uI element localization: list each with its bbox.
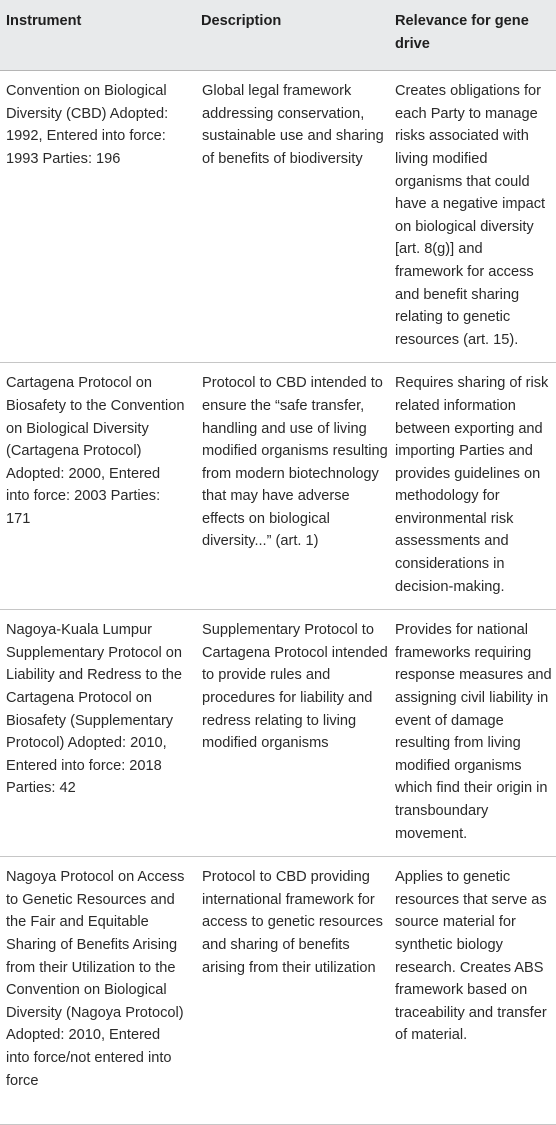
cell-description: Supplementary Protocol to Cartagena Protocol intended to provide rules and procedures for liability and redress relating to living modified organisms: [196, 610, 392, 857]
header-instrument: Instrument: [0, 0, 196, 71]
header-relevance: Relevance for gene drive: [392, 0, 556, 71]
cell-relevance: Creates obligations for each Party to manage risks associated with living modified organisms that could have a negative impact on biological diversity [art. 8(g)] and framework for access and benefit sharing relating to genetic resources (art. 15).: [392, 71, 556, 363]
header-description: Description: [196, 0, 392, 71]
cell-instrument: Nagoya-Kuala Lumpur Supplementary Protocol on Liability and Redress to the Cartagena Protocol on Biosafety (Supplementary Protocol) Adopted: 2010, Entered into force: 2018 Parties: 42: [0, 610, 196, 857]
cell-relevance: Provides for national frameworks requiring response measures and assigning civil liability in event of damage resulting from living modified organisms which find their origin in transboundary movement.: [392, 610, 556, 857]
table-row: [0, 71, 556, 363]
cell-relevance: Requires sharing of risk related information between exporting and importing Parties and provides guidelines on methodology for environmental risk assessments and considerations in decision-making.: [392, 363, 556, 610]
table-body: [0, 71, 556, 1125]
cell-instrument: Nagoya Protocol on Access to Genetic Resources and the Fair and Equitable Sharing of Benefits Arising from their Utilization to the Convention on Biological Diversity (Nagoya Protocol) Adopted: 2010, Entered into force/not entered into force: [0, 857, 196, 1125]
table-header: [0, 0, 556, 71]
cell-instrument: Cartagena Protocol on Biosafety to the Convention on Biological Diversity (Cartagena Protocol) Adopted: 2000, Entered into force: 2003 Parties: 171: [0, 363, 196, 610]
header-row: [0, 0, 556, 71]
cell-description: Global legal framework addressing conservation, sustainable use and sharing of benefits of biodiversity: [196, 71, 392, 363]
table-row: [0, 610, 556, 857]
table-row: [0, 363, 556, 610]
table-row: [0, 857, 556, 1125]
cell-description: Protocol to CBD intended to ensure the “safe transfer, handling and use of living modified organisms resulting from modern biotechnology that may have adverse effects on biological diversity...” (art. 1): [196, 363, 392, 610]
cell-description: Protocol to CBD providing international framework for access to genetic resources and sharing of benefits arising from their utilization: [196, 857, 392, 1125]
cell-instrument: Convention on Biological Diversity (CBD) Adopted: 1992, Entered into force: 1993 Parties: 196: [0, 71, 196, 363]
cell-relevance: Applies to genetic resources that serve as source material for synthetic biology research. Creates ABS framework based on traceability and transfer of material.: [392, 857, 556, 1125]
